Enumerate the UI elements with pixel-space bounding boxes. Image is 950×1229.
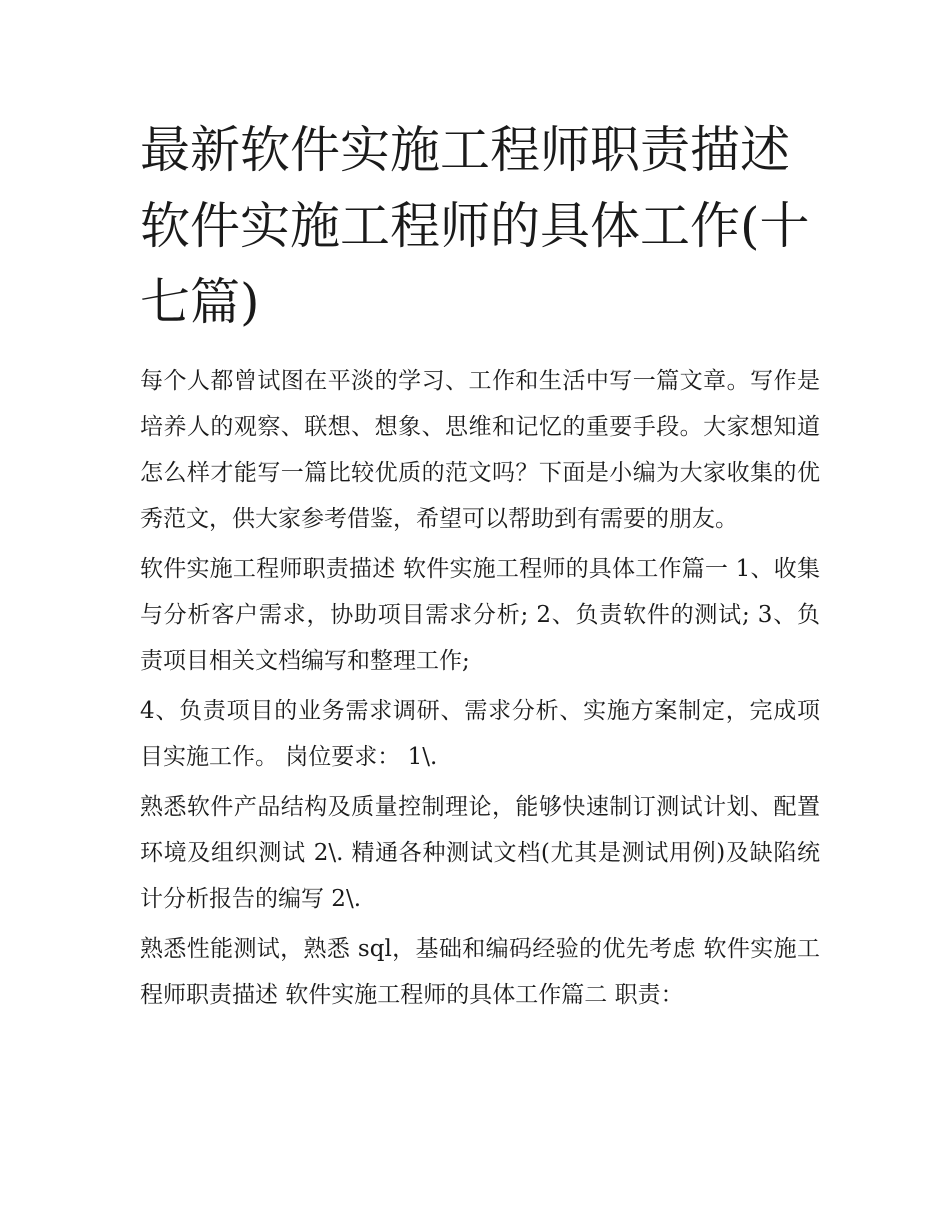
paragraph-requirement-one: 熟悉软件产品结构及质量控制理论，能够快速制订测试计划、配置环境及组织测试 2\. 精通各种测试文档(尤其是测试用例)及缺陷统计分析报告的编写 2\. — [140, 794, 820, 912]
paragraph-section-one: 软件实施工程师职责描述 软件实施工程师的具体工作篇一 1、收集与分析客户需求，协助项目需求分析; 2、负责软件的测试; 3、负责项目相关文档编写和整理工作; — [140, 556, 820, 674]
document-page — [140, 112, 820, 1018]
paragraph-duty-four: 4、负责项目的业务需求调研、需求分析、实施方案制定，完成项目实施工作。 岗位要求： 1\. — [140, 698, 820, 770]
paragraph-intro: 每个人都曾试图在平淡的学习、工作和生活中写一篇文章。写作是培养人的观察、联想、想象、思维和记忆的重要手段。大家想知道怎么样才能写一篇比较优质的范文吗？下面是小编为大家收集的优秀范文，供大家参考借鉴，希望可以帮助到有需要的朋友。 — [140, 368, 820, 532]
paragraph-requirement-two: 熟悉性能测试，熟悉 sql，基础和编码经验的优先考虑 软件实施工程师职责描述 软件实施工程师的具体工作篇二 职责： — [140, 936, 820, 1008]
document-title: 最新软件实施工程师职责描述 软件实施工程师的具体工作(十七篇) — [140, 121, 810, 331]
